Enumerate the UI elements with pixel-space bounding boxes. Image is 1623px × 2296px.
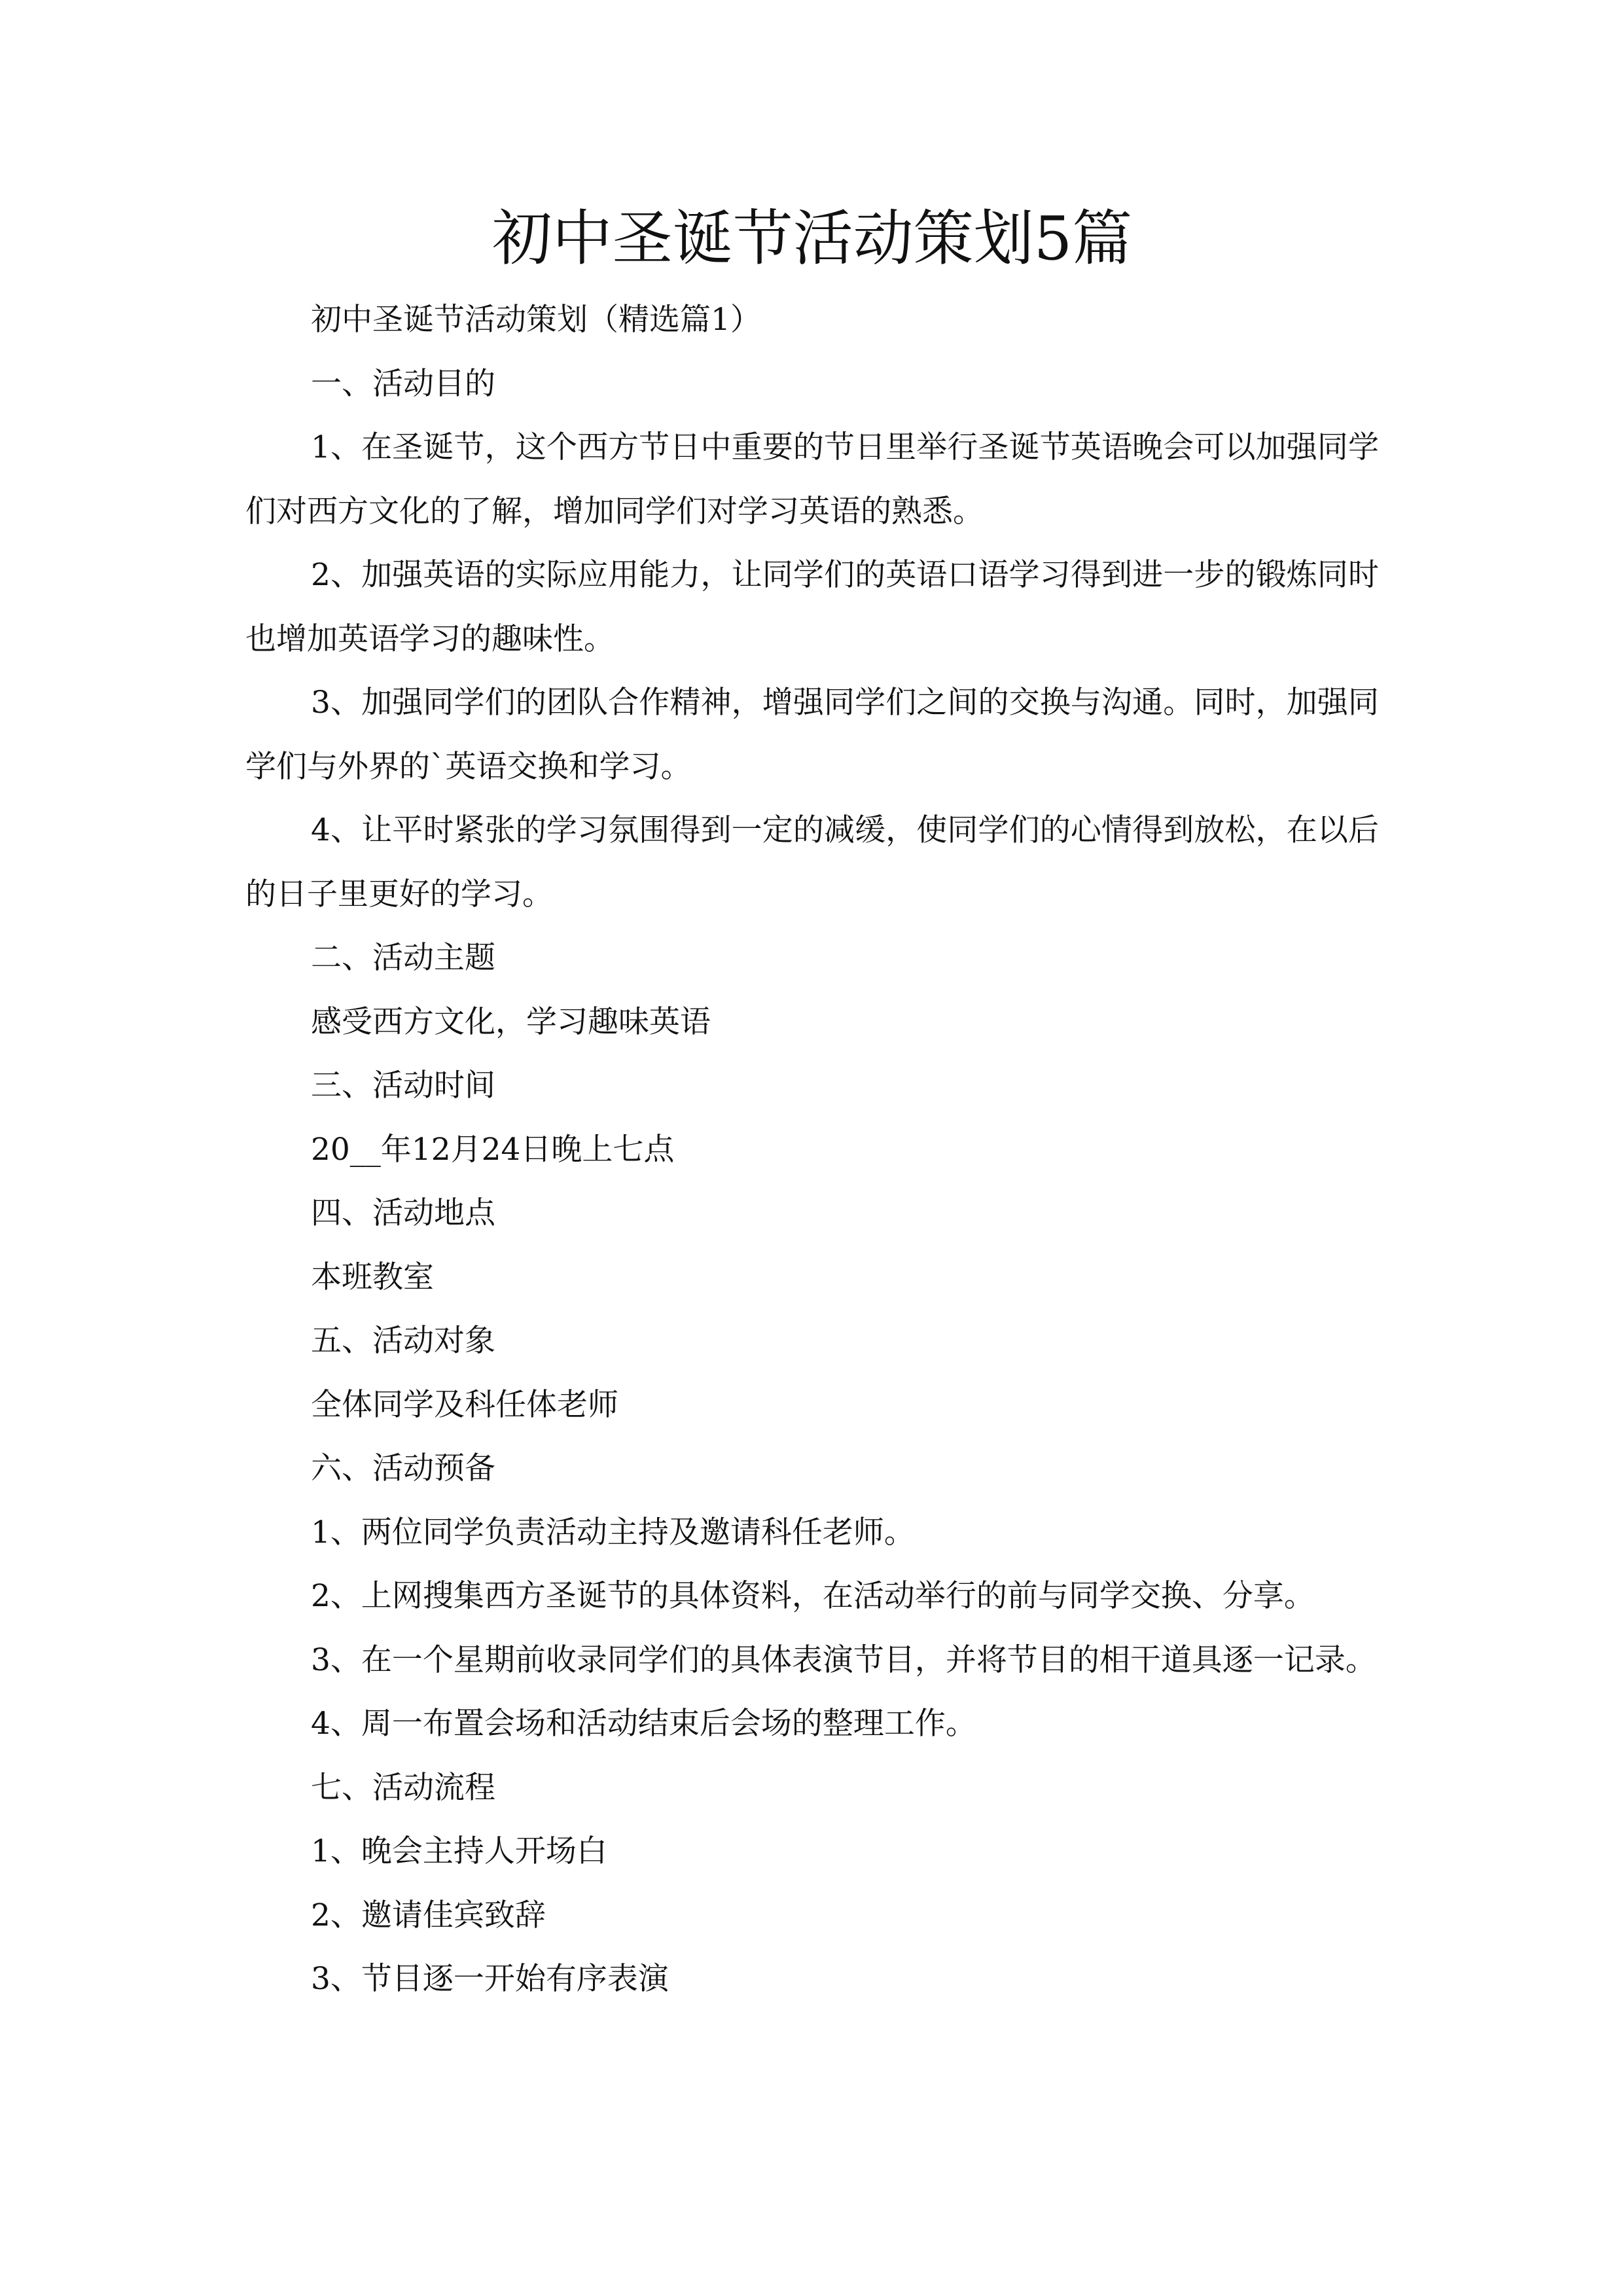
preparation-item-4: 4、周一布置会场和活动结束后会场的整理工作。 — [311, 1706, 976, 1742]
purpose-item-1: 1、在圣诞节，这个西方节日中重要的节日里举行圣诞节英语晚会可以加强同学们对西方文化的了解，增加同学们对学习英语的熟悉。 — [245, 429, 1379, 529]
purpose-item-4: 4、让平时紧张的学习氛围得到一定的减缓，使同学们的心情得到放松，在以后的日子里更好的学习。 — [245, 812, 1379, 912]
purpose-item-2: 2、加强英语的实际应用能力，让同学们的英语口语学习得到进一步的锻炼同时也增加英语学习的趣味性。 — [245, 557, 1379, 657]
heading-process: 七、活动流程 — [311, 1769, 495, 1806]
preparation-item-1: 1、两位同学负责活动主持及邀请科任老师。 — [311, 1514, 915, 1551]
section-subtitle: 初中圣诞节活动策划（精选篇1） — [311, 302, 761, 338]
heading-audience: 五、活动对象 — [311, 1323, 495, 1359]
theme-text: 感受西方文化，学习趣味英语 — [311, 1003, 711, 1040]
time-text: 20__年12月24日晚上七点 — [311, 1131, 675, 1168]
process-item-2: 2、邀请佳宾致辞 — [311, 1897, 546, 1933]
process-item-1: 1、晚会主持人开场白 — [311, 1833, 607, 1869]
process-item-3: 3、节目逐一开始有序表演 — [311, 1961, 669, 1997]
document-body — [245, 288, 1379, 2011]
heading-theme: 二、活动主题 — [311, 940, 495, 976]
heading-time: 三、活动时间 — [311, 1067, 495, 1103]
document-title: 初中圣诞节活动策划5篇 — [491, 204, 1133, 274]
heading-location: 四、活动地点 — [311, 1195, 495, 1231]
heading-preparation: 六、活动预备 — [311, 1450, 495, 1486]
preparation-item-3: 3、在一个星期前收录同学们的具体表演节目，并将节目的相干道具逐一记录。 — [311, 1641, 1376, 1678]
location-text: 本班教室 — [311, 1259, 434, 1295]
preparation-item-2: 2、上网搜集西方圣诞节的具体资料，在活动举行的前与同学交换、分享。 — [311, 1578, 1315, 1614]
heading-purpose: 一、活动目的 — [311, 365, 495, 402]
purpose-item-3: 3、加强同学们的团队合作精神，增强同学们之间的交换与沟通。同时，加强同学们与外界的`英语交换和学习。 — [245, 685, 1379, 785]
audience-text: 全体同学及科任体老师 — [311, 1386, 618, 1423]
